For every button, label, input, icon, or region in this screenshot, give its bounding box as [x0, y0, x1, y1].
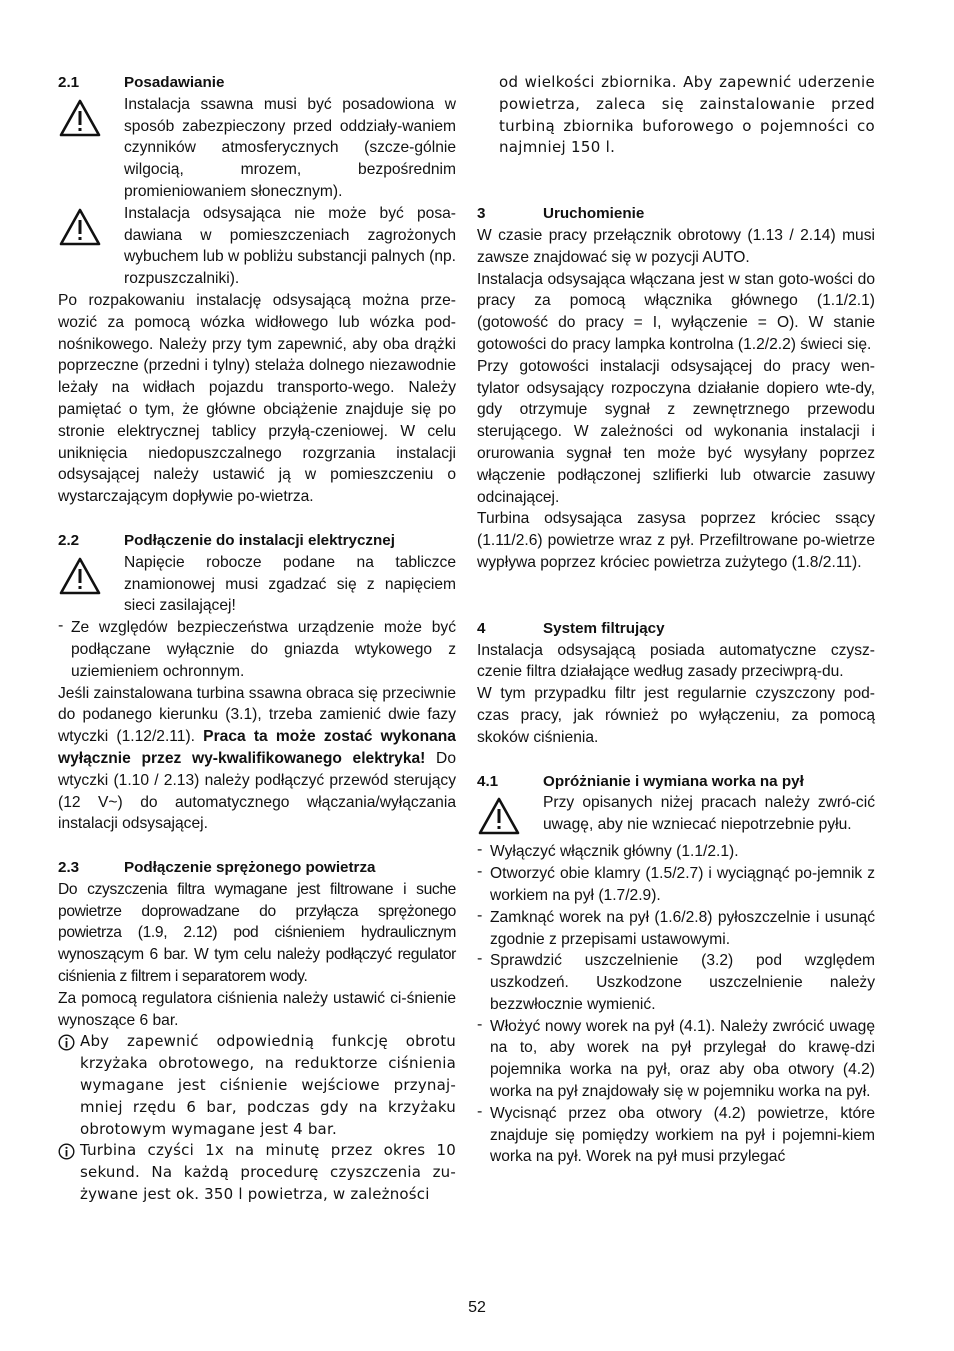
warning-triangle-icon — [477, 792, 543, 841]
paragraph: Turbina odsysająca zasysa poprzez króciec ssący (1.11/2.6) powietrze wraz z pył. Przefiltrowane po-wietrze wypływa poprzez króciec powietrza zużytego (1.8/2.11). — [477, 510, 875, 571]
bullet-dash: - — [477, 841, 483, 859]
paragraph: Przy gotowości instalacji odsysającej do pracy wen-tylator odsysający rozpoczyna działanie dopiero wte-dy, gdy otrzymuje sygnał z zewnętrznego przewodu sterującego. W zależności od wykonania instalacji i orurowania sygnał ten może być wysyłany poprzez włączenie podłączonej szlifierki lub otwarcie zasuwy odcinającej. — [477, 357, 875, 506]
list-item — [477, 950, 875, 1015]
info-circle-icon — [58, 1140, 80, 1165]
section-title: Posadawianie — [124, 74, 225, 91]
warning-block — [58, 552, 456, 617]
bullet-dash: - — [477, 1102, 483, 1120]
list-item-text: Wycisnąć przez oba otwory (4.2) powietrze, które znajduje się pomiędzy workiem na pył i pojemni-kiem worka na pył. Worek na pył musi przylegać — [490, 1104, 875, 1166]
list-item — [477, 1103, 875, 1168]
section-number: 2.3 — [58, 859, 80, 877]
continued-text: od wielkości zbiornika. Aby zapewnić uderzenie powietrza, zaleca się zainstalowanie przed turbiną zbiornika buforowego o pojemności co najmniej 150 l. — [499, 73, 875, 157]
list-item — [477, 907, 875, 951]
text-run: Jeśli zainstalowana turbina ssawna obraca się przeciwnie do podanego kierunku (3.1), trzeba zamienić dwie fazy wtyczki (1.12/2.11). — [58, 684, 456, 746]
section-heading-2-3 — [58, 857, 456, 879]
paragraph: Za pomocą regulatora ciśnienia należy ustawić ci-śnienie wynoszące 6 bar. — [58, 989, 456, 1029]
warning-triangle-icon — [58, 552, 124, 601]
list-item-text: Włożyć nowy worek na pył (4.1). Należy zwrócić uwagę na to, aby worek na pył przylegał do krawę-dzi pojemnika worka na pył, oraz aby oba otwory (4.2) worka na pył znajdowały się w pojemniku worka na pył. — [490, 1017, 875, 1101]
right-column — [477, 72, 875, 1168]
list-item-text: Otworzyć obie klamry (1.5/2.7) i wyciągnąć po-jemnik z workiem na pył (1.7/2.9). — [490, 865, 875, 904]
warning-block — [477, 792, 875, 841]
section-title: Podłączenie do instalacji elektrycznej — [124, 531, 395, 549]
left-column — [58, 72, 456, 1206]
section-number: 3 — [477, 205, 486, 223]
warning-text: Przy opisanych niżej pracach należy zwró-cić uwagę, aby nie wzniecać niepotrzebnie pyłu. — [543, 794, 875, 834]
section-number: 4 — [477, 619, 486, 637]
paragraph: W tym przypadku filtr jest regularnie czyszczony pod-czas pracy, jak również po wyłączeniu, za pomocą skoków ciśnienia. — [477, 685, 875, 746]
paragraph: Po rozpakowaniu instalację odsysającą można prze-wozić za pomocą wózka widłowego lub wózka pod-nośnikowego. Należy przy tym zapewnić, aby oba drążki poprzeczne (przedni i tylny) stelaża dolnego niezawodnie leżały na widłach pojazdu transporto-wego. Należy pamiętać o tym, że główne obciążenie znajduje się po stronie elektrycznej tablicy przyłą-czeniowej. W celu uniknięcia niedopuszczalnego rozgrzania instalacji odsysającej należy ustawić ją w pomieszczeniu o wystarczającym dopływie po-wietrza. — [58, 291, 456, 506]
page-number: 52 — [468, 1299, 486, 1316]
bullet-dash: - — [58, 617, 64, 635]
list-item-text: Zamknąć worek na pył (1.6/2.8) pyłoszczelnie i usunąć zgodnie z przepisami ustawowymi. — [490, 908, 875, 948]
info-text: Turbina czyści 1x na minutę przez okres 10 sekund. Na każdą procedurę czyszczenia zu-żywane jest ok. 350 l powietrza, w zależności — [80, 1141, 456, 1204]
warning-block — [58, 203, 456, 290]
warning-text: Napięcie robocze podane na tabliczce znamionowej musi zgadzać się z napięciem sieci zasilającej! — [124, 553, 456, 615]
section-heading-4-1 — [477, 771, 875, 793]
section-number: 2.2 — [58, 531, 80, 549]
info-note — [58, 1031, 456, 1140]
section-heading-3 — [477, 203, 875, 225]
bullet-dash: - — [477, 950, 483, 968]
section-heading-2-2 — [58, 530, 456, 552]
list-item-text: Wyłączyć włącznik główny (1.1/2.1). — [490, 843, 739, 861]
paragraph — [58, 683, 456, 836]
warning-block — [58, 94, 456, 203]
section-number: 2.1 — [58, 74, 80, 91]
list-item — [477, 863, 875, 907]
list-item — [477, 841, 875, 863]
info-text: Aby zapewnić odpowiednią funkcję obrotu krzyżaka obrotowego, na reduktorze ciśnienia wymagane jest ciśnienie wejściowe przynaj-mniej rzędu 6 bar, podczas gdy na krzyżaku obrotowym wymagane jest 4 bar. — [80, 1032, 456, 1138]
section-number: 4.1 — [477, 772, 499, 790]
warning-triangle-icon — [58, 203, 124, 252]
list-item-text: Ze względów bezpieczeństwa urządzenie może być podłączane wyłącznie do gniazda wtykowego z uziemieniem ochronnym. — [71, 619, 456, 680]
warning-triangle-icon — [58, 94, 124, 143]
text-run: Do wtyczki (1.10 / 2.13) należy podłączyć przewód sterujący (12 V~) do automatycznego włączania/wyłączania instalacji odsysającej. — [58, 749, 456, 833]
bold-warning-text: Praca ta może zostać wykonana wyłącznie przez wy-kwalifikowanego elektryka! — [58, 728, 456, 767]
list-item — [477, 1016, 875, 1103]
bullet-dash: - — [477, 906, 483, 924]
info-circle-icon — [58, 1031, 80, 1056]
paragraph: Instalacja odsysającą posiada automatyczne czysz-czenie filtra działające według zasady przeciwprą-du. — [477, 641, 875, 681]
section-heading-4 — [477, 618, 875, 640]
paragraph: W czasie pracy przełącznik obrotowy (1.13 / 2.14) musi zawsze znajdować się w pozycji AUTO. — [477, 226, 875, 266]
warning-text: Instalacja odsysająca nie może być posa-dawiana w pomieszczeniach zagrożonych wybuchem lub w pobliżu substancji palnych (np. rozpuszczalniki). — [124, 204, 456, 288]
paragraph: Instalacja odsysająca włączana jest w stan goto-wości do pracy za pomocą włącznika głównego (1.1/2.1) (gotowość do pracy = I, wyłączenie = O). W stanie gotowości do pracy lampka kontrolna (1.2/2.2) świeci się. — [477, 270, 875, 353]
list-item — [58, 617, 456, 682]
bullet-dash: - — [477, 863, 483, 881]
section-title: Podłączenie sprężonego powietrza — [124, 859, 376, 877]
list-item-text: Sprawdzić uszczelnienie (3.2) pod względem uszkodzeń. Uszkodzone uszczelnienie należy bezzwłocznie wymienić. — [490, 952, 875, 1013]
section-heading-2-1 — [58, 72, 456, 94]
warning-text: Instalacja ssawna musi być posadowiona w sposób zabezpieczony przed oddziały-waniem czynników atmosferycznych (szcze-gólnie wilgocią, mrozem, bezpośrednim promieniowaniem słonecznym). — [124, 95, 456, 200]
section-title: Opróżnianie i wymiana worka na pył — [543, 772, 804, 790]
section-title: Uruchomienie — [543, 205, 645, 223]
paragraph: Do czyszczenia filtra wymagane jest filtrowane i suche powietrze doprowadzane do przyłącza sprężonego powietrza (1.9, 2.12) pod ciśnieniem hydraulicznym wynoszącym 6 bar. W tym celu należy podłączyć regulator ciśnienia z filtrem i separatorem wody. — [58, 880, 456, 986]
bullet-dash: - — [477, 1015, 483, 1033]
info-note — [58, 1140, 456, 1205]
section-title: System filtrujący — [543, 619, 665, 637]
